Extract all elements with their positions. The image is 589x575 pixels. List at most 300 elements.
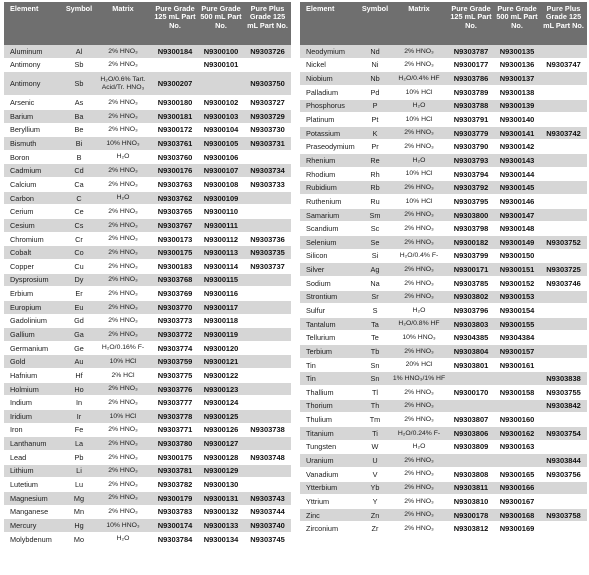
cell-element: Manganese xyxy=(10,507,49,517)
table-row xyxy=(300,509,587,523)
table-row xyxy=(300,386,587,400)
table-body-left xyxy=(4,45,291,546)
cell-pure-500-part: N9300114 xyxy=(203,261,239,271)
cell-pure-125-part: N9303801 xyxy=(453,360,489,370)
cell-symbol: Te xyxy=(371,333,379,343)
cell-pure-125-part: N9300170 xyxy=(453,387,489,397)
table-row xyxy=(4,164,291,178)
cell-symbol: Mn xyxy=(73,507,85,517)
cell-pure-500-part: N9300132 xyxy=(203,507,239,517)
cell-symbol: Li xyxy=(76,466,82,476)
cell-matrix: H₂O xyxy=(412,102,426,110)
cell-symbol: Ba xyxy=(74,111,84,121)
cell-symbol: Lu xyxy=(74,480,84,490)
cell-matrix: 2% HNO₃ xyxy=(108,508,138,516)
cell-matrix: 2% HNO₃ xyxy=(404,456,434,464)
table-row xyxy=(300,209,587,223)
cell-pure-500-part: N9300106 xyxy=(203,152,239,162)
cell-pure-500-part: N9300112 xyxy=(203,234,239,244)
cell-pure-125-part: N9303769 xyxy=(157,289,193,299)
table-row xyxy=(4,451,291,465)
cell-pure-500-part: N9300145 xyxy=(499,183,535,193)
cell-pure-125-part: N9303810 xyxy=(453,496,489,506)
cell-pure-500-part: N9300103 xyxy=(203,111,239,121)
cell-pure-125-part: N9300171 xyxy=(453,265,489,275)
table-row xyxy=(4,478,291,492)
table-row xyxy=(300,413,587,427)
cell-symbol: K xyxy=(372,128,378,138)
cell-element: Terbium xyxy=(306,346,332,356)
cell-pure-500-part: N9300117 xyxy=(203,302,239,312)
cell-element: Nickel xyxy=(306,60,326,70)
cell-plus-125-part: N9303746 xyxy=(546,278,581,288)
cell-symbol: Y xyxy=(372,496,378,506)
cell-plus-125-part: N9303725 xyxy=(546,265,581,275)
cell-symbol: Yb xyxy=(370,483,380,493)
cell-matrix: 2% HNO₃ xyxy=(108,385,138,393)
cell-element: Tungsten xyxy=(306,442,337,452)
cell-pure-500-part: N9300155 xyxy=(499,319,535,329)
cell-matrix: 10% HCl xyxy=(405,115,433,123)
cell-matrix: 2% HNO₃ xyxy=(108,439,138,447)
cell-element: Ruthenium xyxy=(306,196,342,206)
cell-symbol: Sr xyxy=(371,292,379,302)
cell-element: Germanium xyxy=(10,343,49,353)
cell-symbol: Ti xyxy=(372,428,378,438)
cell-pure-500-part: N9300140 xyxy=(499,115,535,125)
cell-plus-125-part: N9303736 xyxy=(250,234,285,244)
table-row xyxy=(4,396,291,410)
cell-symbol: Hg xyxy=(74,520,84,530)
cell-plus-125-part: N9303745 xyxy=(250,534,285,544)
cell-pure-500-part: N9300133 xyxy=(203,520,239,530)
cell-element: Platinum xyxy=(306,115,335,125)
cell-matrix: 2% HNO₃ xyxy=(108,167,138,175)
table-row xyxy=(300,291,587,305)
table-row xyxy=(4,124,291,138)
cell-pure-500-part: N9300130 xyxy=(203,480,239,490)
cell-plus-125-part: N9303738 xyxy=(250,425,285,435)
cell-matrix: 2% HNO₃ xyxy=(404,143,434,151)
cell-symbol: Ru xyxy=(370,196,380,206)
table-row xyxy=(300,100,587,114)
cell-plus-125-part: N9303740 xyxy=(250,520,285,530)
cell-pure-500-part: N9300138 xyxy=(499,87,535,97)
cell-element: Thulium xyxy=(306,415,332,425)
table-row xyxy=(4,492,291,506)
cell-element: Strontium xyxy=(306,292,338,302)
table-row xyxy=(300,400,587,414)
cell-pure-125-part: N9303767 xyxy=(157,220,193,230)
cell-element: Molybdenum xyxy=(10,534,52,544)
cell-symbol: In xyxy=(75,398,83,408)
cell-pure-125-part: N9303762 xyxy=(157,193,193,203)
header-element: Element xyxy=(10,4,39,13)
cell-element: Silicon xyxy=(306,251,328,261)
cell-matrix: 10% HCl xyxy=(405,197,433,205)
cell-pure-500-part: N9300121 xyxy=(203,357,239,367)
cell-matrix: H₂O xyxy=(412,156,426,164)
cell-matrix: H₂O/0.4% HF xyxy=(398,74,440,82)
cell-element: Lead xyxy=(10,452,27,462)
cell-pure-125-part: N9300182 xyxy=(453,237,489,247)
cell-matrix: 2% HNO₃ xyxy=(404,279,434,287)
cell-pure-500-part: N9300144 xyxy=(499,169,535,179)
cell-pure-125-part: N9300179 xyxy=(157,493,193,503)
cell-pure-500-part: N9300111 xyxy=(204,220,238,230)
cell-pure-500-part: N9300141 xyxy=(499,128,535,138)
cell-pure-500-part: N9300128 xyxy=(203,452,239,462)
cell-symbol: S xyxy=(372,305,378,315)
cell-pure-125-part: N9300184 xyxy=(157,46,193,56)
cell-plus-125-part: N9303734 xyxy=(250,166,285,176)
cell-pure-125-part: N9300175 xyxy=(157,452,193,462)
cell-element: Antimony xyxy=(10,60,41,70)
cell-matrix: 2% HNO₃ xyxy=(404,402,434,410)
table-row xyxy=(300,127,587,141)
cell-matrix: 2% HNO₃ xyxy=(404,211,434,219)
cell-pure-500-part: N9300129 xyxy=(203,466,239,476)
cell-symbol: Pr xyxy=(371,142,379,152)
cell-plus-125-part: N9303758 xyxy=(546,510,581,520)
cell-pure-125-part: N9303787 xyxy=(453,46,489,56)
cell-symbol: Si xyxy=(371,251,379,261)
cell-element: Gallium xyxy=(10,329,35,339)
cell-symbol: Au xyxy=(74,357,84,367)
cell-matrix: 10% HNO₃ xyxy=(402,334,436,342)
standards-table-left xyxy=(4,2,291,546)
cell-pure-500-part: N9300113 xyxy=(203,248,239,258)
cell-element: Zinc xyxy=(306,510,320,520)
cell-symbol: Eu xyxy=(74,302,84,312)
cell-pure-500-part: N9304384 xyxy=(499,333,535,343)
table-row xyxy=(4,465,291,479)
cell-pure-125-part: N9304385 xyxy=(453,333,489,343)
cell-pure-500-part: N9300124 xyxy=(203,398,239,408)
cell-element: Samarium xyxy=(306,210,340,220)
cell-symbol: B xyxy=(76,152,82,162)
cell-pure-125-part: N9303793 xyxy=(453,155,489,165)
table-header xyxy=(4,2,291,45)
cell-pure-125-part: N9303783 xyxy=(157,507,193,517)
cell-plus-125-part: N9303729 xyxy=(250,111,285,121)
cell-element: Erbium xyxy=(10,289,34,299)
cell-element: Lanthanum xyxy=(10,439,47,449)
cell-pure-125-part: N9303795 xyxy=(453,196,489,206)
cell-symbol: Bi xyxy=(75,139,83,149)
cell-element: Lithium xyxy=(10,466,34,476)
cell-element: Cobalt xyxy=(10,248,32,258)
cell-pure-500-part: N9300169 xyxy=(499,524,535,534)
cell-plus-125-part: N9303747 xyxy=(546,60,581,70)
cell-pure-125-part: N9300207 xyxy=(157,79,193,89)
cell-pure-500-part: N9300151 xyxy=(499,265,535,275)
cell-matrix: 2% HNO₃ xyxy=(404,129,434,137)
cell-matrix: H₂O xyxy=(116,153,130,161)
cell-pure-500-part: N9300154 xyxy=(499,305,535,315)
cell-pure-125-part: N9303807 xyxy=(453,415,489,425)
table-row xyxy=(4,110,291,124)
cell-pure-125-part: N9300181 xyxy=(157,111,193,121)
cell-matrix: 2% HNO₃ xyxy=(108,426,138,434)
cell-pure-125-part: N9303780 xyxy=(157,439,193,449)
cell-element: Tin xyxy=(306,374,316,384)
cell-matrix: 2% HNO₃ xyxy=(108,276,138,284)
cell-plus-125-part: N9303838 xyxy=(546,374,581,384)
cell-symbol: Pt xyxy=(371,115,379,125)
cell-symbol: Ga xyxy=(74,329,84,339)
cell-symbol: Na xyxy=(370,278,380,288)
table-row xyxy=(4,45,291,59)
cell-element: Rhenium xyxy=(306,155,336,165)
table-row xyxy=(300,277,587,291)
table-row xyxy=(4,274,291,288)
cell-pure-125-part: N9303794 xyxy=(453,169,489,179)
cell-pure-125-part: N9303812 xyxy=(453,524,489,534)
cell-element: Tin xyxy=(306,360,316,370)
cell-element: Titanium xyxy=(306,428,334,438)
header-symbol: Symbol xyxy=(65,4,93,13)
table-row xyxy=(300,482,587,496)
cell-matrix: 2% HNO₃ xyxy=(404,224,434,232)
cell-matrix: 2% HNO₃ xyxy=(108,330,138,338)
cell-matrix: 2% HNO₃ xyxy=(108,453,138,461)
cell-matrix: 2% HNO₃ xyxy=(404,511,434,519)
cell-pure-500-part: N9300161 xyxy=(499,360,535,370)
cell-pure-500-part: N9300118 xyxy=(203,316,239,326)
cell-pure-500-part: N9300160 xyxy=(499,415,535,425)
cell-plus-125-part: N9303743 xyxy=(250,493,285,503)
cell-pure-500-part: N9300131 xyxy=(203,493,239,503)
cell-pure-500-part: N9300122 xyxy=(203,370,239,380)
cell-pure-500-part: N9300102 xyxy=(203,98,239,108)
cell-symbol: Sn xyxy=(370,360,380,370)
cell-element: Sodium xyxy=(306,278,331,288)
cell-symbol: Nb xyxy=(370,74,380,84)
cell-pure-125-part: N9300180 xyxy=(157,98,193,108)
cell-pure-500-part: N9300120 xyxy=(203,343,239,353)
cell-pure-125-part: N9303772 xyxy=(157,329,193,339)
table-row xyxy=(4,424,291,438)
cell-pure-125-part: N9303778 xyxy=(157,411,193,421)
cell-symbol: Cs xyxy=(74,220,84,230)
cell-matrix: 20% HCl xyxy=(405,361,433,369)
cell-pure-125-part: N9303776 xyxy=(157,384,193,394)
cell-pure-125-part: N9300183 xyxy=(157,261,193,271)
cell-symbol: Tb xyxy=(370,346,380,356)
cell-symbol: Co xyxy=(74,248,84,258)
table-row xyxy=(300,86,587,100)
cell-element: Ytterbium xyxy=(306,483,338,493)
cell-pure-125-part: N9303771 xyxy=(157,425,193,435)
cell-pure-125-part: N9300172 xyxy=(157,125,193,135)
cell-pure-500-part: N9300142 xyxy=(499,142,535,152)
cell-matrix: 2% HNO₃ xyxy=(108,289,138,297)
cell-matrix: 2% HNO₃ xyxy=(404,184,434,192)
cell-symbol: Er xyxy=(75,289,83,299)
cell-matrix: 10% HNO₃ xyxy=(106,139,140,147)
cell-pure-125-part: N9303809 xyxy=(453,442,489,452)
cell-symbol: V xyxy=(372,469,378,479)
cell-element: Cadmium xyxy=(10,166,42,176)
table-row xyxy=(4,178,291,192)
cell-symbol: La xyxy=(74,439,84,449)
cell-matrix: H₂O xyxy=(412,443,426,451)
cell-pure-125-part: N9303803 xyxy=(453,319,489,329)
cell-pure-500-part: N9300127 xyxy=(203,439,239,449)
cell-element: Neodymium xyxy=(306,46,345,56)
cell-element: Palladium xyxy=(306,87,339,97)
cell-matrix: 2% HNO₃ xyxy=(108,467,138,475)
cell-pure-125-part: N9300174 xyxy=(157,520,193,530)
cell-pure-125-part: N9303792 xyxy=(453,183,489,193)
cell-matrix: 2% HNO₃ xyxy=(404,525,434,533)
cell-symbol: U xyxy=(372,456,378,466)
cell-element: Barium xyxy=(10,111,34,121)
cell-element: Iron xyxy=(10,425,23,435)
cell-pure-125-part: N9303799 xyxy=(453,251,489,261)
cell-element: Beryllium xyxy=(10,125,41,135)
cell-element: Mercury xyxy=(10,520,37,530)
table-row xyxy=(4,328,291,342)
cell-pure-500-part: N9300148 xyxy=(499,224,535,234)
table-row xyxy=(4,533,291,547)
cell-element: Sulfur xyxy=(306,305,326,315)
cell-matrix: 2% HNO₃ xyxy=(108,180,138,188)
cell-matrix: 10% HCl xyxy=(405,88,433,96)
table-row xyxy=(300,372,587,386)
header-pure-500: Pure Grade 500 mL Part No. xyxy=(496,4,538,30)
cell-element: Gold xyxy=(10,357,26,367)
cell-matrix: 2% HNO₃ xyxy=(108,262,138,270)
table-row xyxy=(300,181,587,195)
cell-pure-500-part: N9300104 xyxy=(203,125,239,135)
cell-matrix: 10% HCl xyxy=(405,170,433,178)
cell-matrix: 2% HNO₃ xyxy=(404,61,434,69)
cell-element: Scandium xyxy=(306,224,339,234)
cell-symbol: Al xyxy=(75,46,83,56)
cell-matrix: 2% HNO₃ xyxy=(108,126,138,134)
cell-element: Europium xyxy=(10,302,42,312)
cell-pure-500-part: N9300123 xyxy=(203,384,239,394)
table-row xyxy=(4,260,291,274)
table-row xyxy=(4,151,291,165)
cell-plus-125-part: N9303754 xyxy=(546,428,581,438)
table-row xyxy=(4,342,291,356)
cell-pure-500-part: N9300125 xyxy=(203,411,239,421)
cell-element: Silver xyxy=(306,265,325,275)
cell-symbol: Sb xyxy=(74,79,84,89)
cell-pure-500-part: N9300119 xyxy=(203,329,239,339)
table-row xyxy=(300,140,587,154)
cell-matrix: 2% HNO₃ xyxy=(108,98,138,106)
cell-pure-500-part: N9300167 xyxy=(499,496,535,506)
cell-matrix: H₂O/0.6% Tart. Acid/Tr. HNO₃ xyxy=(100,76,146,91)
cell-pure-125-part: N9303806 xyxy=(453,428,489,438)
cell-pure-500-part: N9300135 xyxy=(499,46,535,56)
header-symbol: Symbol xyxy=(361,4,389,13)
cell-pure-125-part: N9303800 xyxy=(453,210,489,220)
cell-element: Holmium xyxy=(10,384,39,394)
cell-matrix: H₂O/0.16% F- xyxy=(101,344,145,352)
cell-element: Phosphorus xyxy=(306,101,345,111)
cell-pure-500-part: N9300105 xyxy=(203,139,239,149)
header-matrix: Matrix xyxy=(408,4,430,13)
cell-element: Potassium xyxy=(306,128,341,138)
cell-element: Niobium xyxy=(306,74,333,84)
table-row xyxy=(4,246,291,260)
table-row xyxy=(300,522,587,536)
table-row xyxy=(300,236,587,250)
cell-symbol: Mg xyxy=(73,493,85,503)
cell-plus-125-part: N9303733 xyxy=(250,179,285,189)
cell-plus-125-part: N9303750 xyxy=(250,79,285,89)
cell-pure-125-part: N9303770 xyxy=(157,302,193,312)
cell-element: Cerium xyxy=(10,207,34,217)
cell-symbol: Zn xyxy=(370,510,380,520)
cell-pure-125-part: N9303779 xyxy=(453,128,489,138)
table-row xyxy=(4,96,291,110)
cell-matrix: H₂O xyxy=(116,194,130,202)
cell-matrix: 2% HNO₃ xyxy=(108,61,138,69)
cell-symbol: Sm xyxy=(369,210,381,220)
cell-symbol: Sn xyxy=(370,374,380,384)
cell-pure-125-part: N9303759 xyxy=(157,357,193,367)
cell-matrix: 10% HNO₃ xyxy=(106,521,140,529)
header-element: Element xyxy=(306,4,335,13)
cell-pure-125-part: N9303782 xyxy=(157,480,193,490)
cell-plus-125-part: N9303748 xyxy=(250,452,285,462)
cell-symbol: Be xyxy=(74,125,84,135)
cell-symbol: Gd xyxy=(74,316,84,326)
cell-symbol: Rh xyxy=(370,169,380,179)
cell-symbol: Ir xyxy=(76,411,82,421)
cell-element: Dysprosium xyxy=(10,275,49,285)
cell-element: Boron xyxy=(10,152,30,162)
table-row xyxy=(4,437,291,451)
cell-pure-125-part: N9300176 xyxy=(157,166,193,176)
cell-symbol: Th xyxy=(370,401,380,411)
cell-symbol: P xyxy=(372,101,378,111)
cell-matrix: H₂O xyxy=(116,535,130,543)
cell-symbol: Ni xyxy=(371,60,379,70)
cell-plus-125-part: N9303744 xyxy=(250,507,285,517)
cell-element: Aluminum xyxy=(10,46,43,56)
table-row xyxy=(300,427,587,441)
table-row xyxy=(4,519,291,533)
cell-element: Rhodium xyxy=(306,169,336,179)
header-plus-125: Pure Plus Grade 125 mL Part No. xyxy=(543,4,584,30)
table-row xyxy=(300,168,587,182)
cell-pure-500-part: N9300157 xyxy=(499,346,535,356)
table-row xyxy=(300,441,587,455)
cell-plus-125-part: N9303727 xyxy=(250,98,285,108)
cell-pure-125-part: N9300175 xyxy=(157,248,193,258)
cell-element: Cesium xyxy=(10,220,35,230)
cell-pure-500-part: N9300107 xyxy=(203,166,239,176)
cell-matrix: 2% HNO₃ xyxy=(108,480,138,488)
cell-element: Thorium xyxy=(306,401,333,411)
cell-symbol: Fe xyxy=(74,425,84,435)
cell-pure-125-part: N9303765 xyxy=(157,207,193,217)
cell-pure-125-part: N9303785 xyxy=(453,278,489,288)
cell-matrix: 2% HCl xyxy=(111,371,135,379)
cell-pure-500-part: N9300143 xyxy=(499,155,535,165)
table-row xyxy=(300,154,587,168)
cell-symbol: Cd xyxy=(74,166,84,176)
header-matrix: Matrix xyxy=(112,4,134,13)
cell-matrix: 2% HNO₃ xyxy=(404,47,434,55)
